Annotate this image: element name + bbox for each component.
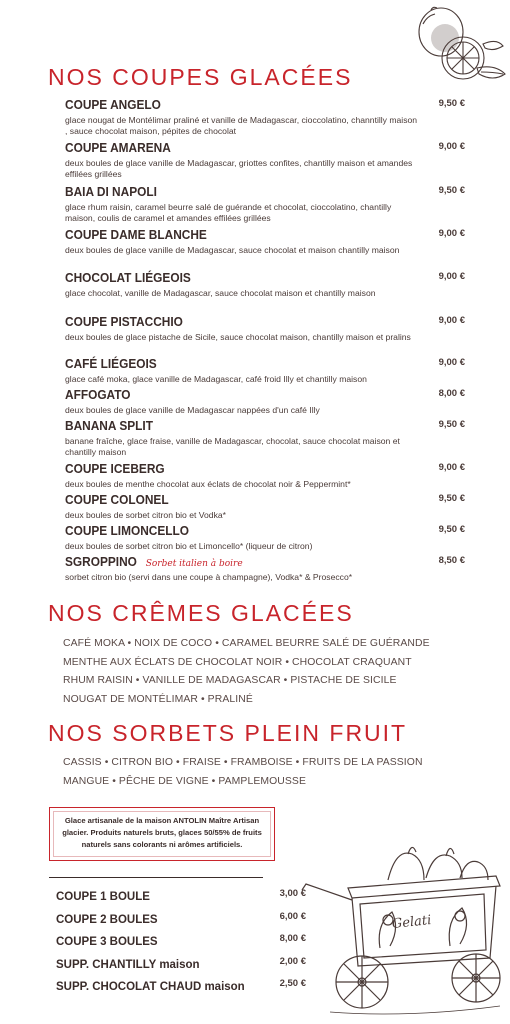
price-row-label: COUPE 1 BOULE xyxy=(56,891,150,903)
menu-item xyxy=(65,183,465,224)
menu-item-name-row xyxy=(65,386,465,404)
menu-item-description: glace chocolat, vanille de Madagascar, sauce chocolat maison et chantilly maison xyxy=(65,288,376,298)
menu-item-price: 9,00 € xyxy=(438,357,465,368)
menu-item-name-row xyxy=(65,460,465,478)
menu-item-name: COUPE COLONEL xyxy=(65,493,169,507)
price-row-label: SUPP. CHANTILLY maison xyxy=(56,958,200,971)
price-row xyxy=(56,932,306,952)
menu-item-price: 9,50 € xyxy=(438,185,465,196)
notice-text: Glace artisanale de la maison ANTOLIN Maître Artisan glacier. Produits naturels bruts, glaces 50/55% de fruits naturels sans colorants ni arômes artificiels. xyxy=(62,816,262,849)
menu-item xyxy=(65,522,465,552)
price-row-label: COUPE 3 BOULES xyxy=(56,936,158,948)
price-row xyxy=(56,977,306,997)
cremes-line: CAFÉ MOKA • NOIX DE COCO • CARAMEL BEURRE SALÉ DE GUÉRANDE xyxy=(63,638,430,649)
menu-item xyxy=(65,226,465,256)
cremes-list xyxy=(63,635,483,709)
price-row-value: 3,00 € xyxy=(279,888,306,899)
divider xyxy=(49,877,263,878)
menu-item xyxy=(65,553,465,583)
menu-item-name: COUPE ANGELO xyxy=(65,98,161,112)
menu-item-description: deux boules de glace vanille de Madagascar nappées d'un café Illy xyxy=(65,405,320,415)
menu-item-name-row xyxy=(65,313,465,331)
menu-item-name-row xyxy=(65,226,465,244)
menu-item-price: 9,00 € xyxy=(438,228,465,239)
menu-item-name-row xyxy=(65,269,465,287)
menu-item xyxy=(65,491,465,521)
sorbets-title: NOS SORBETS PLEIN FRUIT xyxy=(48,720,408,746)
menu-item xyxy=(65,355,465,385)
price-row xyxy=(56,887,306,907)
price-row xyxy=(56,910,306,930)
menu-item-name: CHOCOLAT LIÉGEOIS xyxy=(65,271,191,285)
gelato-cart-sketch-icon xyxy=(300,828,505,1023)
menu-item xyxy=(65,460,465,490)
coupes-title: NOS COUPES GLACÉES xyxy=(48,64,353,90)
menu-item-name-row xyxy=(65,417,465,435)
menu-item-name: SGROPPINO xyxy=(65,555,137,569)
menu-item xyxy=(65,386,465,416)
price-row-value: 2,00 € xyxy=(279,955,306,967)
menu-item-name-row xyxy=(65,553,465,571)
menu-item-name: COUPE LIMONCELLO xyxy=(65,524,190,538)
menu-item xyxy=(65,313,465,343)
menu-item-description: deux boules de glace vanille de Madagascar, sauce chocolat et maison chantilly maison xyxy=(65,245,400,255)
menu-item-name: AFFOGATO xyxy=(65,388,131,402)
cremes-line: RHUM RAISIN • VANILLE DE MADAGASCAR • PISTACHE DE SICILE xyxy=(63,675,397,686)
cart-sign: Gelati xyxy=(391,913,432,933)
menu-item-description: banane fraîche, glace fraise, vanille de Madagascar, chocolat, sauce chocolat maison et chantilly maison xyxy=(65,436,400,457)
menu-item-price: 9,50 € xyxy=(438,524,465,535)
menu-item-description: deux boules de sorbet citron bio et Vodka* xyxy=(65,510,227,520)
menu-item-description: glace rhum raisin, caramel beurre salé de guérande et chocolat, cioccolatino, chantilly maison, coulis de caramel et amandes effilées grillées xyxy=(65,202,392,223)
menu-item-name: CAFÉ LIÉGEOIS xyxy=(65,357,157,371)
artisan-notice xyxy=(49,807,275,861)
menu-item-price: 8,50 € xyxy=(438,555,465,566)
menu-item-price: 9,50 € xyxy=(438,493,465,504)
price-row-value: 2,50 € xyxy=(279,978,306,989)
cremes-line: MENTHE AUX ÉCLATS DE CHOCOLAT NOIR • CHOCOLAT CRAQUANT xyxy=(63,656,412,668)
price-row-value: 6,00 € xyxy=(279,910,306,922)
sorbets-list xyxy=(63,754,483,791)
cremes-title: NOS CRÊMES GLACÉES xyxy=(48,600,354,626)
menu-item xyxy=(65,417,465,458)
menu-item-description: glace café moka, glace vanille de Madagascar, café froid Illy et chantilly maison xyxy=(65,374,367,384)
menu-item xyxy=(65,96,465,137)
menu-item-name: COUPE ICEBERG xyxy=(65,462,165,476)
menu-item-name-row xyxy=(65,491,465,509)
menu-item-name: COUPE PISTACCHIO xyxy=(65,315,183,329)
menu-item-description: glace nougat de Montélimar praliné et vanille de Madagascar, cioccolatino, channtilly maison , sauce chocolat maison, pépites de chocolat xyxy=(65,115,418,136)
menu-item-name: BANANA SPLIT xyxy=(65,419,153,433)
menu-item-name: COUPE AMARENA xyxy=(65,141,171,155)
menu-item-name-row xyxy=(65,96,465,114)
menu-item-description: deux boules de glace pistache de Sicile, sauce chocolat maison, chantilly maison et pralins xyxy=(65,332,411,342)
menu-item-price: 8,00 € xyxy=(438,388,465,399)
menu-item-name-row xyxy=(65,355,465,373)
sorbets-line: MANGUE • PÊCHE DE VIGNE • PAMPLEMOUSSE xyxy=(63,775,306,787)
menu-item-price: 9,00 € xyxy=(438,271,465,282)
cremes-line: NOUGAT DE MONTÉLIMAR • PRALINÉ xyxy=(63,693,253,705)
menu-item-price: 9,00 € xyxy=(438,141,465,152)
price-row xyxy=(56,955,306,975)
price-row-label: COUPE 2 BOULES xyxy=(56,913,158,926)
menu-item-name-row xyxy=(65,139,465,157)
menu-item-name: BAIA DI NAPOLI xyxy=(65,185,157,199)
menu-item-name-row xyxy=(65,522,465,540)
price-row-value: 8,00 € xyxy=(279,933,306,944)
menu-item-name-row xyxy=(65,183,465,201)
menu-item-description: deux boules de sorbet citron bio et Limoncello* (liqueur de citron) xyxy=(65,541,313,551)
menu-item xyxy=(65,269,465,299)
menu-item-price: 9,00 € xyxy=(438,462,465,473)
lemon-sketch-icon xyxy=(405,2,510,90)
menu-item-tagline: Sorbet italien à boire xyxy=(145,559,243,569)
sorbets-line: CASSIS • CITRON BIO • FRAISE • FRAMBOISE • FRUITS DE LA PASSION xyxy=(63,757,423,768)
menu-item-price: 9,50 € xyxy=(438,419,465,430)
price-row-label: SUPP. CHOCOLAT CHAUD maison xyxy=(56,981,245,993)
menu-item-description: deux boules de menthe chocolat aux éclats de chocolat noir & Peppermint* xyxy=(65,479,351,489)
menu-item-name: COUPE DAME BLANCHE xyxy=(65,228,207,242)
menu-item-description: deux boules de glace vanille de Madagascar, griottes confites, chantilly maison et amandes effilées grillées xyxy=(65,158,413,179)
menu-item-price: 9,50 € xyxy=(438,98,465,109)
menu-item-description: sorbet citron bio (servi dans une coupe à champagne), Vodka* & Prosecco* xyxy=(65,572,353,582)
menu-item-price: 9,00 € xyxy=(438,315,465,326)
menu-item xyxy=(65,139,465,180)
